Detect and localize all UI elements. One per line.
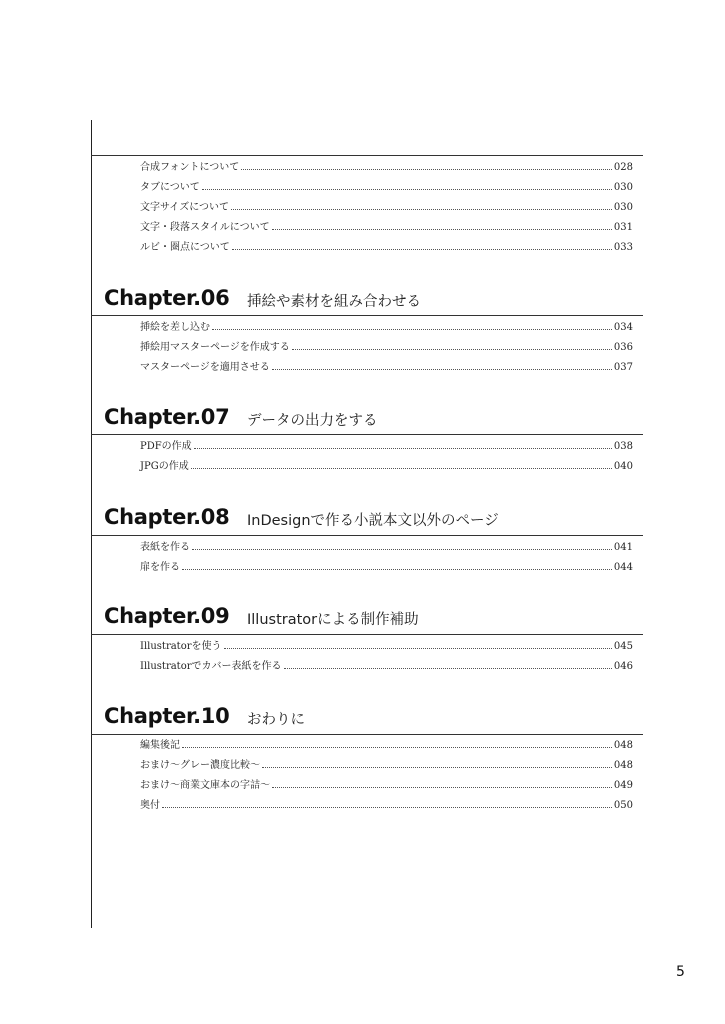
toc-entry-page: 030 (613, 202, 633, 213)
toc-entry[interactable] (140, 796, 633, 812)
toc-entry-page: 037 (613, 362, 633, 373)
toc-entry-page: 033 (613, 242, 633, 253)
toc-entry-page: 030 (613, 182, 633, 193)
toc-entry[interactable] (140, 776, 633, 792)
dot-leader (224, 640, 612, 649)
dot-leader (202, 181, 612, 190)
toc-entry-label: PDFの作成 (140, 441, 192, 452)
toc-entry-label: JPGの作成 (140, 461, 189, 472)
section-rule (91, 634, 643, 635)
section-rule (91, 315, 643, 316)
toc-entry-label: 扉を作る (140, 562, 180, 573)
toc-entry-label: 挿絵を差し込む (140, 322, 210, 333)
dot-leader (191, 460, 612, 469)
toc-entry-page: 028 (613, 162, 633, 173)
dot-leader (272, 361, 612, 370)
toc-entry[interactable] (140, 198, 633, 214)
chapter-heading (104, 604, 644, 634)
chapter-heading (104, 505, 644, 535)
chapter-number: Chapter.10 (104, 704, 230, 728)
toc-entry-page: 050 (613, 800, 633, 811)
toc-entry[interactable] (140, 218, 633, 234)
toc-entry[interactable] (140, 238, 633, 254)
chapter-title: InDesignで作る小説本文以外のページ (247, 513, 499, 529)
dot-leader (182, 561, 612, 570)
chapter-title: データの出力をする (247, 413, 378, 429)
toc-entry-label: おまけ～商業文庫本の字詰～ (140, 780, 270, 791)
margin-vertical-rule (91, 120, 92, 928)
dot-leader (194, 440, 612, 449)
dot-leader (292, 341, 612, 350)
toc-entry[interactable] (140, 158, 633, 174)
toc-entry-page: 038 (613, 441, 633, 452)
toc-entry[interactable] (140, 756, 633, 772)
dot-leader (284, 660, 612, 669)
dot-leader (162, 799, 612, 808)
toc-entry-label: 文字・段落スタイルについて (140, 222, 270, 233)
toc-entry[interactable] (140, 338, 633, 354)
toc-entry[interactable] (140, 318, 633, 334)
page-number: 5 (676, 964, 685, 980)
toc-entry-label: 編集後記 (140, 740, 180, 751)
dot-leader (272, 779, 612, 788)
toc-entry-label: 文字サイズについて (140, 202, 229, 213)
chapter-number: Chapter.08 (104, 505, 230, 529)
dot-leader (192, 541, 612, 550)
toc-entry-page: 040 (613, 461, 633, 472)
chapter-number: Chapter.06 (104, 286, 230, 310)
toc-entry-page: 044 (613, 562, 633, 573)
chapter-title: 挿絵や素材を組み合わせる (247, 294, 421, 310)
toc-entry-page: 049 (613, 780, 633, 791)
toc-entry-page: 046 (613, 661, 633, 672)
toc-entry[interactable] (140, 358, 633, 374)
section-rule (91, 434, 643, 435)
chapter-title: Illustratorによる制作補助 (247, 612, 419, 628)
toc-entry[interactable] (140, 437, 633, 453)
toc-entry-page: 034 (613, 322, 633, 333)
toc-entry[interactable] (140, 637, 633, 653)
section-rule (91, 734, 643, 735)
toc-entry-page: 031 (613, 222, 633, 233)
toc-entry-label: 奥付 (140, 800, 160, 811)
toc-entry-label: Illustratorでカバー表紙を作る (140, 661, 282, 672)
chapter-heading (104, 704, 644, 734)
toc-entry[interactable] (140, 457, 633, 473)
toc-entry-label: Illustratorを使う (140, 641, 222, 652)
dot-leader (232, 241, 612, 250)
chapter-heading (104, 405, 644, 435)
dot-leader (212, 321, 612, 330)
toc-entry-label: 合成フォントについて (140, 162, 240, 173)
toc-entry-label: おまけ～グレー濃度比較～ (140, 760, 260, 771)
chapter-number: Chapter.07 (104, 405, 230, 429)
chapter-number: Chapter.09 (104, 604, 230, 628)
toc-entry-label: ルビ・圏点について (140, 242, 230, 253)
toc-entry[interactable] (140, 538, 633, 554)
toc-entry[interactable] (140, 178, 633, 194)
toc-entry[interactable] (140, 657, 633, 673)
toc-entry[interactable] (140, 558, 633, 574)
toc-entry-label: 挿絵用マスターページを作成する (140, 342, 290, 353)
dot-leader (182, 739, 612, 748)
dot-leader (241, 161, 612, 170)
chapter-heading (104, 286, 644, 316)
toc-entry-page: 048 (613, 760, 633, 771)
toc-entry[interactable] (140, 736, 633, 752)
toc-entry-page: 048 (613, 740, 633, 751)
toc-entry-label: マスターページを適用させる (140, 362, 270, 373)
chapter-title: おわりに (247, 712, 305, 728)
toc-entry-label: 表紙を作る (140, 542, 190, 553)
section-rule (91, 155, 643, 156)
toc-entry-label: タブについて (140, 182, 200, 193)
toc-entry-page: 036 (613, 342, 633, 353)
dot-leader (262, 759, 612, 768)
dot-leader (231, 201, 612, 210)
toc-entry-page: 045 (613, 641, 633, 652)
dot-leader (272, 221, 612, 230)
toc-entry-page: 041 (613, 542, 633, 553)
section-rule (91, 535, 643, 536)
